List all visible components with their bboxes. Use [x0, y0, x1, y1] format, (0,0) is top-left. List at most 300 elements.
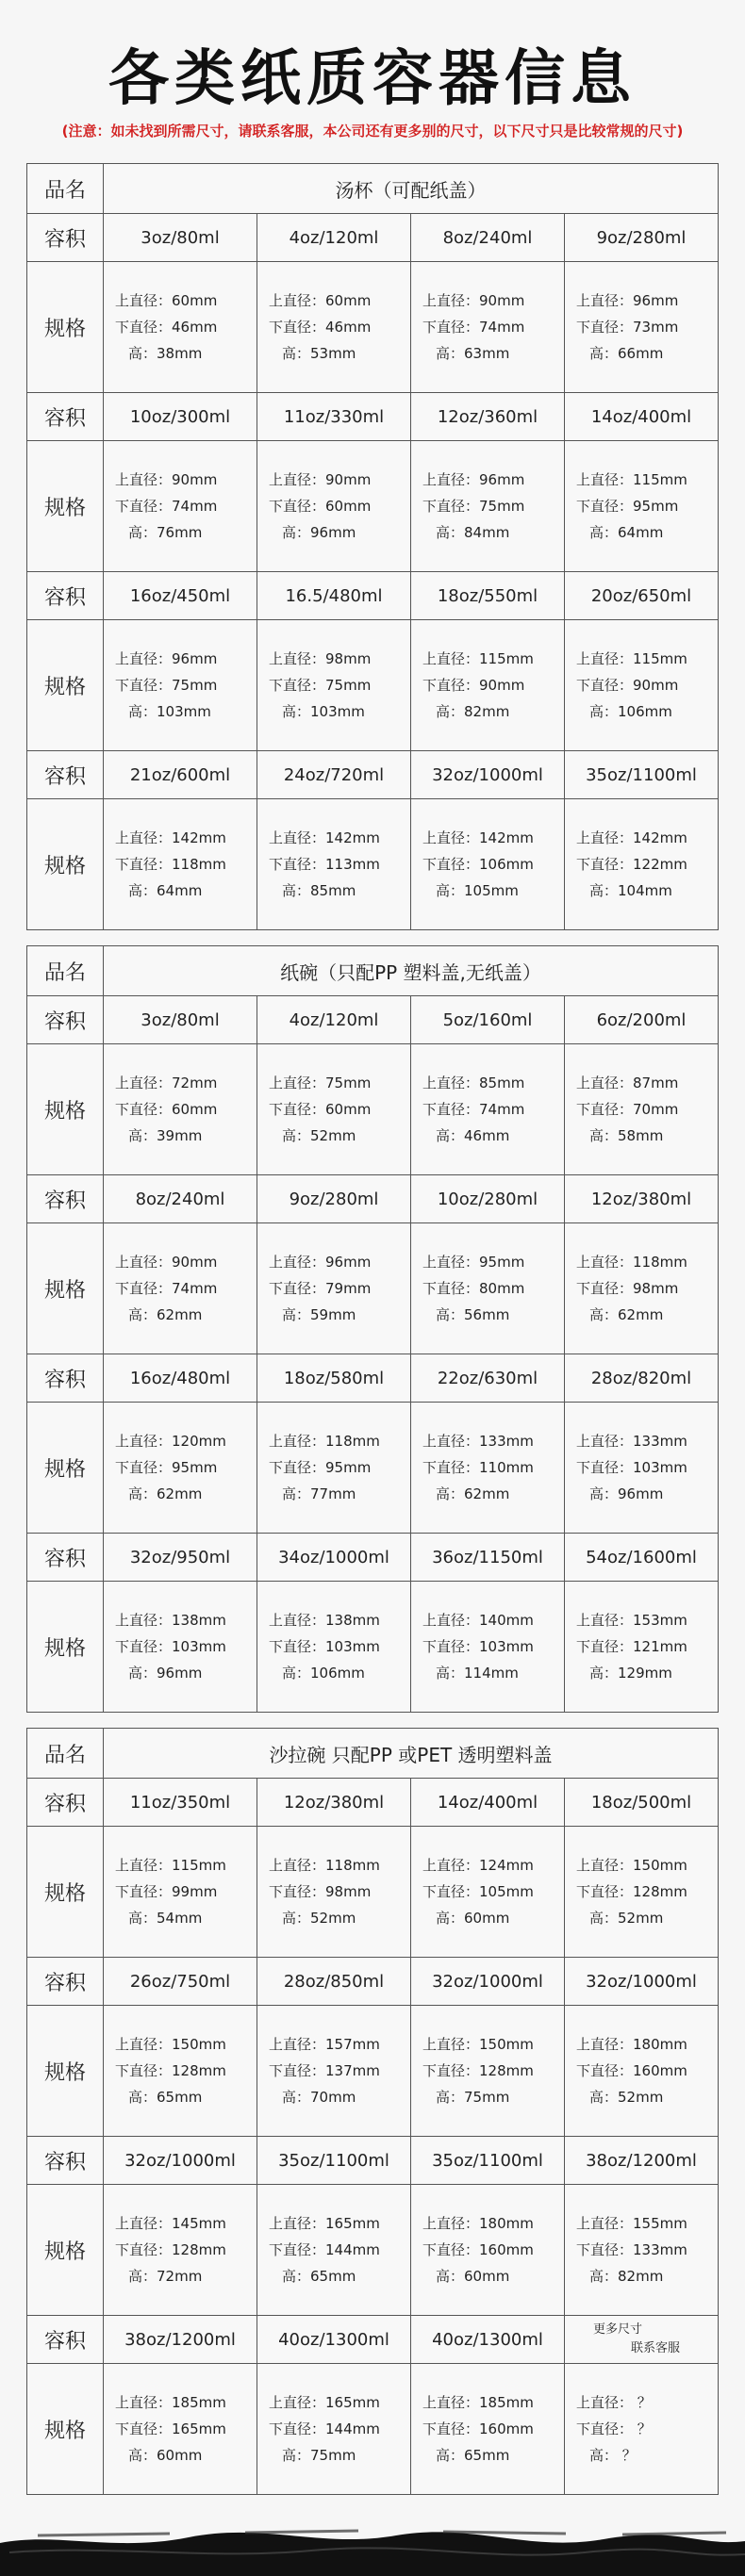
bottom-diameter: 下直径：144mm	[269, 2420, 380, 2437]
top-diameter: 上直径：90mm	[115, 1254, 218, 1271]
top-diameter: 上直径：185mm	[115, 2394, 226, 2411]
top-diameter: 上直径：115mm	[422, 650, 534, 667]
top-diameter: 上直径：60mm	[115, 292, 218, 309]
bottom-diameter: 下直径：137mm	[269, 2062, 380, 2079]
bottom-diameter: 下直径：99mm	[115, 1883, 218, 1900]
capacity-value: 10oz/280ml	[411, 1175, 565, 1223]
height-value: 高：62mm	[128, 1485, 203, 1502]
spec-row	[27, 1044, 719, 1175]
spec-row	[27, 262, 719, 393]
capacity-value: 14oz/400ml	[565, 393, 719, 441]
spec-row	[27, 1827, 719, 1958]
spec-cell	[257, 1044, 411, 1175]
height-value: 高：65mm	[282, 2268, 356, 2285]
spec-row	[27, 2364, 719, 2495]
capacity-value: 18oz/550ml	[411, 572, 565, 620]
top-diameter: 上直径：140mm	[422, 1612, 534, 1629]
bottom-diameter: 下直径：103mm	[422, 1638, 534, 1655]
bottom-diameter: 下直径：60mm	[269, 1101, 372, 1118]
section-table	[26, 163, 719, 930]
height-value: 高：52mm	[589, 1910, 664, 1927]
capacity-value: 4oz/120ml	[257, 996, 411, 1044]
capacity-label: 容积	[27, 1779, 104, 1827]
bottom-diameter: 下直径：128mm	[576, 1883, 687, 1900]
height-value: 高：82mm	[589, 2268, 664, 2285]
bottom-diameter: 下直径：110mm	[422, 1459, 534, 1476]
height-value: 高：85mm	[282, 882, 356, 899]
capacity-label: 容积	[27, 2137, 104, 2185]
top-diameter: 上直径：115mm	[115, 1857, 226, 1874]
height-value: 高：96mm	[128, 1665, 203, 1682]
spec-cell	[565, 620, 719, 751]
spec-cell	[104, 1827, 257, 1958]
bottom-diameter: 下直径：60mm	[269, 498, 372, 515]
top-diameter: 上直径：150mm	[422, 2036, 534, 2053]
bottom-diameter: 下直径：74mm	[422, 1101, 525, 1118]
capacity-value: 28oz/850ml	[257, 1958, 411, 2006]
top-diameter: 上直径：96mm	[115, 650, 218, 667]
capacity-row	[27, 393, 719, 441]
spec-cell	[257, 1223, 411, 1354]
spec-row	[27, 1223, 719, 1354]
capacity-row	[27, 572, 719, 620]
capacity-value: 12oz/360ml	[411, 393, 565, 441]
spec-cell	[565, 1223, 719, 1354]
height-value: 高：65mm	[436, 2447, 510, 2464]
capacity-value: 40oz/1300ml	[411, 2316, 565, 2364]
spec-cell	[411, 441, 565, 572]
capacity-value: 20oz/650ml	[565, 572, 719, 620]
spec-label: 规格	[27, 1403, 104, 1534]
top-diameter: 上直径：115mm	[576, 650, 687, 667]
height-value: 高：114mm	[436, 1665, 519, 1682]
spec-label: 规格	[27, 1044, 104, 1175]
bottom-diameter: 下直径：98mm	[269, 1883, 372, 1900]
height-value: 高：56mm	[436, 1306, 510, 1323]
top-diameter: 上直径：133mm	[422, 1433, 534, 1450]
top-diameter: 上直径：118mm	[269, 1433, 380, 1450]
bottom-diameter: 下直径：103mm	[576, 1459, 687, 1476]
height-value: 高：75mm	[282, 2447, 356, 2464]
spec-row	[27, 441, 719, 572]
top-diameter: 上直径：98mm	[269, 650, 372, 667]
bottom-diameter: 下直径：128mm	[115, 2062, 226, 2079]
top-diameter: 上直径：150mm	[576, 1857, 687, 1874]
bottom-diameter: 下直径：90mm	[576, 677, 679, 694]
spec-cell	[565, 1044, 719, 1175]
capacity-row	[27, 1175, 719, 1223]
height-value: 高：62mm	[436, 1485, 510, 1502]
spec-cell	[104, 2364, 257, 2495]
spec-cell	[104, 1223, 257, 1354]
capacity-value: 9oz/280ml	[565, 214, 719, 262]
capacity-value: 3oz/80ml	[104, 996, 257, 1044]
height-value: 高：82mm	[436, 703, 510, 720]
height-value: 高：52mm	[282, 1127, 356, 1144]
height-value: 高：96mm	[282, 524, 356, 541]
bottom-diameter: 下直径：79mm	[269, 1280, 372, 1297]
product-name: 纸碗（只配PP 塑料盖,无纸盖）	[104, 946, 719, 996]
spec-label: 规格	[27, 1827, 104, 1958]
spec-cell	[565, 441, 719, 572]
top-diameter: 上直径：90mm	[422, 292, 525, 309]
brush-stroke-decoration	[0, 2515, 745, 2576]
product-name-row	[27, 1729, 719, 1779]
product-label: 品名	[27, 164, 104, 214]
bottom-diameter: 下直径：70mm	[576, 1101, 679, 1118]
top-diameter: 上直径： ？	[576, 2394, 652, 2411]
contact-service-text: 联系客服	[631, 2341, 681, 2355]
height-value: 高：60mm	[436, 2268, 510, 2285]
spec-cell	[257, 262, 411, 393]
capacity-label: 容积	[27, 1534, 104, 1582]
spec-cell	[104, 1403, 257, 1534]
spec-cell	[411, 262, 565, 393]
spec-label: 规格	[27, 441, 104, 572]
bottom-diameter: 下直径：144mm	[269, 2241, 380, 2258]
height-value: 高：76mm	[128, 524, 203, 541]
bottom-diameter: 下直径：160mm	[422, 2241, 534, 2258]
spec-cell	[411, 2364, 565, 2495]
top-diameter: 上直径：124mm	[422, 1857, 534, 1874]
top-diameter: 上直径：118mm	[576, 1254, 687, 1271]
spec-label: 规格	[27, 2185, 104, 2316]
top-diameter: 上直径：72mm	[115, 1075, 218, 1091]
height-value: 高：54mm	[128, 1910, 203, 1927]
capacity-label: 容积	[27, 2316, 104, 2364]
capacity-label: 容积	[27, 214, 104, 262]
spec-row	[27, 1403, 719, 1534]
top-diameter: 上直径：142mm	[576, 829, 687, 846]
height-value: 高：103mm	[128, 703, 211, 720]
top-diameter: 上直径：96mm	[422, 471, 525, 488]
spec-cell	[565, 2006, 719, 2137]
height-value: 高：64mm	[128, 882, 203, 899]
capacity-value: 38oz/1200ml	[565, 2137, 719, 2185]
height-value: 高：66mm	[589, 345, 664, 362]
capacity-value: 35oz/1100ml	[257, 2137, 411, 2185]
bottom-diameter: 下直径：74mm	[115, 498, 218, 515]
top-diameter: 上直径：96mm	[269, 1254, 372, 1271]
spec-label: 规格	[27, 1582, 104, 1713]
top-diameter: 上直径：165mm	[269, 2215, 380, 2232]
height-value: 高：103mm	[282, 703, 365, 720]
capacity-value: 4oz/120ml	[257, 214, 411, 262]
height-value: 高：65mm	[128, 2089, 203, 2106]
bottom-diameter: 下直径：95mm	[576, 498, 679, 515]
spec-cell	[104, 2006, 257, 2137]
product-name-row	[27, 946, 719, 996]
height-value: 高：105mm	[436, 882, 519, 899]
height-value: 高：62mm	[128, 1306, 203, 1323]
height-value: 高：77mm	[282, 1485, 356, 1502]
bottom-diameter: 下直径：160mm	[576, 2062, 687, 2079]
top-diameter: 上直径：180mm	[422, 2215, 534, 2232]
spec-cell	[411, 1223, 565, 1354]
height-value: 高：38mm	[128, 345, 203, 362]
bottom-diameter: 下直径：133mm	[576, 2241, 687, 2258]
capacity-value: 32oz/1000ml	[565, 1958, 719, 2006]
capacity-row	[27, 751, 719, 799]
spec-label: 规格	[27, 1223, 104, 1354]
spec-row	[27, 799, 719, 930]
capacity-value: 14oz/400ml	[411, 1779, 565, 1827]
capacity-value: 18oz/580ml	[257, 1354, 411, 1403]
capacity-value: 3oz/80ml	[104, 214, 257, 262]
capacity-label: 容积	[27, 996, 104, 1044]
top-diameter: 上直径：142mm	[269, 829, 380, 846]
top-diameter: 上直径：165mm	[269, 2394, 380, 2411]
height-value: 高：63mm	[436, 345, 510, 362]
bottom-diameter: 下直径：80mm	[422, 1280, 525, 1297]
top-diameter: 上直径：85mm	[422, 1075, 525, 1091]
capacity-row	[27, 2316, 719, 2364]
height-value: 高：46mm	[436, 1127, 510, 1144]
top-diameter: 上直径：157mm	[269, 2036, 380, 2053]
capacity-value: 32oz/950ml	[104, 1534, 257, 1582]
spec-cell	[565, 2185, 719, 2316]
bottom-diameter: 下直径：75mm	[115, 677, 218, 694]
capacity-value: 32oz/1000ml	[104, 2137, 257, 2185]
bottom-diameter: 下直径：95mm	[269, 1459, 372, 1476]
height-value: 高：96mm	[589, 1485, 664, 1502]
bottom-diameter: 下直径：74mm	[422, 319, 525, 336]
capacity-row	[27, 214, 719, 262]
bottom-diameter: 下直径：106mm	[422, 856, 534, 873]
top-diameter: 上直径：118mm	[269, 1857, 380, 1874]
capacity-value: 16oz/450ml	[104, 572, 257, 620]
capacity-row	[27, 1534, 719, 1582]
bottom-diameter: 下直径：95mm	[115, 1459, 218, 1476]
spec-row	[27, 2185, 719, 2316]
capacity-label: 容积	[27, 1958, 104, 2006]
spec-cell	[411, 1044, 565, 1175]
top-diameter: 上直径：75mm	[269, 1075, 372, 1091]
height-value: 高：52mm	[589, 2089, 664, 2106]
height-value: 高：70mm	[282, 2089, 356, 2106]
spec-label: 规格	[27, 2006, 104, 2137]
spec-cell	[104, 620, 257, 751]
capacity-value: 5oz/160ml	[411, 996, 565, 1044]
bottom-diameter: 下直径：60mm	[115, 1101, 218, 1118]
capacity-value: 26oz/750ml	[104, 1958, 257, 2006]
top-diameter: 上直径：142mm	[422, 829, 534, 846]
top-diameter: 上直径：95mm	[422, 1254, 525, 1271]
capacity-value: 6oz/200ml	[565, 996, 719, 1044]
spec-label: 规格	[27, 2364, 104, 2495]
height-value: 高：106mm	[589, 703, 672, 720]
bottom-diameter: 下直径：103mm	[115, 1638, 226, 1655]
height-value: 高：58mm	[589, 1127, 664, 1144]
more-sizes-cell	[565, 2316, 719, 2364]
spec-cell	[104, 2185, 257, 2316]
height-value: 高：72mm	[128, 2268, 203, 2285]
top-diameter: 上直径：142mm	[115, 829, 226, 846]
spec-label: 规格	[27, 620, 104, 751]
product-label: 品名	[27, 1729, 104, 1779]
spec-cell	[257, 799, 411, 930]
top-diameter: 上直径：133mm	[576, 1433, 687, 1450]
spec-label: 规格	[27, 799, 104, 930]
top-diameter: 上直径：115mm	[576, 471, 687, 488]
spec-cell	[104, 1582, 257, 1713]
spec-cell	[104, 262, 257, 393]
capacity-label: 容积	[27, 572, 104, 620]
spec-label: 规格	[27, 262, 104, 393]
spec-cell	[257, 2006, 411, 2137]
capacity-row	[27, 1958, 719, 2006]
capacity-value: 18oz/500ml	[565, 1779, 719, 1827]
capacity-value: 16.5/480ml	[257, 572, 411, 620]
capacity-value: 9oz/280ml	[257, 1175, 411, 1223]
capacity-row	[27, 1779, 719, 1827]
bottom-diameter: 下直径：90mm	[422, 677, 525, 694]
bottom-diameter: 下直径：75mm	[422, 498, 525, 515]
height-value: 高：60mm	[128, 2447, 203, 2464]
height-value: 高：75mm	[436, 2089, 510, 2106]
bottom-diameter: 下直径：121mm	[576, 1638, 687, 1655]
spec-row	[27, 620, 719, 751]
top-diameter: 上直径：185mm	[422, 2394, 534, 2411]
bottom-diameter: 下直径：46mm	[269, 319, 372, 336]
height-value: 高： ？	[589, 2447, 637, 2464]
product-name: 汤杯（可配纸盖）	[104, 164, 719, 214]
capacity-value: 35oz/1100ml	[565, 751, 719, 799]
capacity-value: 28oz/820ml	[565, 1354, 719, 1403]
capacity-value: 12oz/380ml	[565, 1175, 719, 1223]
capacity-value: 32oz/1000ml	[411, 751, 565, 799]
height-value: 高：104mm	[589, 882, 672, 899]
capacity-value: 38oz/1200ml	[104, 2316, 257, 2364]
spec-cell	[257, 1582, 411, 1713]
spec-cell	[565, 799, 719, 930]
bottom-diameter: 下直径：98mm	[576, 1280, 679, 1297]
spec-cell	[411, 1403, 565, 1534]
capacity-row	[27, 1354, 719, 1403]
bottom-diameter: 下直径： ？	[576, 2420, 652, 2437]
spec-cell	[565, 1582, 719, 1713]
capacity-label: 容积	[27, 1175, 104, 1223]
page-title: 各类纸质容器信息	[108, 44, 637, 114]
bottom-diameter: 下直径：128mm	[422, 2062, 534, 2079]
capacity-row	[27, 2137, 719, 2185]
height-value: 高：59mm	[282, 1306, 356, 1323]
notice-text: (注意：如未找到所需尺寸，请联系客服，本公司还有更多别的尺寸，以下尺寸只是比较常规的尺寸)	[61, 123, 684, 139]
bottom-diameter: 下直径：46mm	[115, 319, 218, 336]
spec-cell	[411, 620, 565, 751]
capacity-value: 12oz/380ml	[257, 1779, 411, 1827]
bottom-diameter: 下直径：122mm	[576, 856, 687, 873]
spec-cell	[565, 2364, 719, 2495]
capacity-label: 容积	[27, 751, 104, 799]
top-diameter: 上直径：96mm	[576, 292, 679, 309]
capacity-value: 35oz/1100ml	[411, 2137, 565, 2185]
spec-cell	[565, 1827, 719, 1958]
bottom-diameter: 下直径：113mm	[269, 856, 380, 873]
capacity-value: 36oz/1150ml	[411, 1534, 565, 1582]
height-value: 高：62mm	[589, 1306, 664, 1323]
capacity-label: 容积	[27, 1354, 104, 1403]
spec-cell	[411, 2185, 565, 2316]
top-diameter: 上直径：87mm	[576, 1075, 679, 1091]
spec-cell	[257, 2185, 411, 2316]
height-value: 高：39mm	[128, 1127, 203, 1144]
capacity-value: 8oz/240ml	[104, 1175, 257, 1223]
spec-cell	[104, 799, 257, 930]
spec-cell	[411, 1827, 565, 1958]
bottom-diameter: 下直径：118mm	[115, 856, 226, 873]
bottom-diameter: 下直径：105mm	[422, 1883, 534, 1900]
height-value: 高：52mm	[282, 1910, 356, 1927]
bottom-diameter: 下直径：74mm	[115, 1280, 218, 1297]
capacity-value: 32oz/1000ml	[411, 1958, 565, 2006]
spec-cell	[104, 1044, 257, 1175]
product-name-row	[27, 164, 719, 214]
capacity-value: 24oz/720ml	[257, 751, 411, 799]
spec-row	[27, 1582, 719, 1713]
bottom-diameter: 下直径：165mm	[115, 2420, 226, 2437]
spec-cell	[257, 1827, 411, 1958]
height-value: 高：53mm	[282, 345, 356, 362]
top-diameter: 上直径：150mm	[115, 2036, 226, 2053]
top-diameter: 上直径：180mm	[576, 2036, 687, 2053]
top-diameter: 上直径：120mm	[115, 1433, 226, 1450]
spec-cell	[411, 2006, 565, 2137]
capacity-row	[27, 996, 719, 1044]
spec-row	[27, 2006, 719, 2137]
section-table	[26, 945, 719, 1713]
top-diameter: 上直径：138mm	[115, 1612, 226, 1629]
bottom-diameter: 下直径：73mm	[576, 319, 679, 336]
spec-cell	[411, 799, 565, 930]
capacity-value: 22oz/630ml	[411, 1354, 565, 1403]
top-diameter: 上直径：60mm	[269, 292, 372, 309]
bottom-diameter: 下直径：128mm	[115, 2241, 226, 2258]
section-table	[26, 1728, 719, 2495]
height-value: 高：129mm	[589, 1665, 672, 1682]
spec-cell	[411, 1582, 565, 1713]
spec-cell	[565, 1403, 719, 1534]
product-label: 品名	[27, 946, 104, 996]
capacity-value: 10oz/300ml	[104, 393, 257, 441]
top-diameter: 上直径：90mm	[269, 471, 372, 488]
height-value: 高：84mm	[436, 524, 510, 541]
product-name: 沙拉碗 只配PP 或PET 透明塑料盖	[104, 1729, 719, 1779]
capacity-value: 11oz/350ml	[104, 1779, 257, 1827]
top-diameter: 上直径：138mm	[269, 1612, 380, 1629]
spec-cell	[257, 2364, 411, 2495]
top-diameter: 上直径：90mm	[115, 471, 218, 488]
height-value: 高：60mm	[436, 1910, 510, 1927]
capacity-value: 21oz/600ml	[104, 751, 257, 799]
top-diameter: 上直径：145mm	[115, 2215, 226, 2232]
capacity-value: 11oz/330ml	[257, 393, 411, 441]
bottom-diameter: 下直径：160mm	[422, 2420, 534, 2437]
capacity-value: 16oz/480ml	[104, 1354, 257, 1403]
height-value: 高：106mm	[282, 1665, 365, 1682]
more-sizes-text: 更多尺寸	[593, 2322, 643, 2337]
spec-cell	[104, 441, 257, 572]
capacity-value: 40oz/1300ml	[257, 2316, 411, 2364]
top-diameter: 上直径：155mm	[576, 2215, 687, 2232]
capacity-value: 8oz/240ml	[411, 214, 565, 262]
height-value: 高：64mm	[589, 524, 664, 541]
spec-cell	[565, 262, 719, 393]
spec-cell	[257, 1403, 411, 1534]
spec-cell	[257, 441, 411, 572]
bottom-diameter: 下直径：103mm	[269, 1638, 380, 1655]
capacity-value: 54oz/1600ml	[565, 1534, 719, 1582]
